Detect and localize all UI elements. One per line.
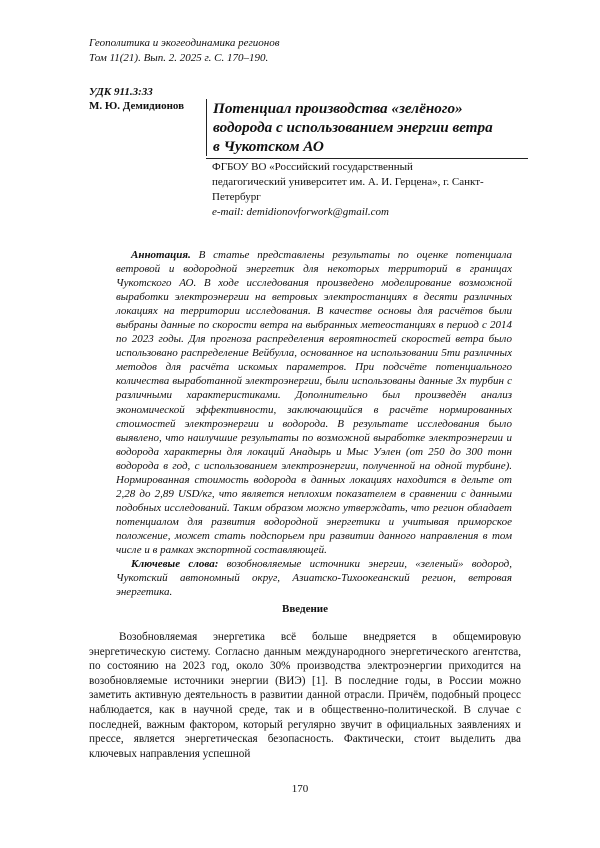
section-title: Введение (89, 603, 521, 615)
abstract-text: В статье представлены результаты по оценке потенциала ветровой и водородной энергетик для некоторых территорий в границах Чукотского АО. В ходе исследования произведено моделирование возможной выработки электроэнергии на ветровых электростанциях в десяти различных локациях на территории исследования. В качестве основы для расчётов были выбраны данные по скорости ветра на выбранных метеостанциях в период с 2014 по 2023 годы. Для прогноза распределения вероятностей скоростей ветра было использовано распределение Вейбулла, основанное на использовании 5ти различных методов для расчёта искомых параметров. При подсчёте потенциального количества выработанной электроэнергии, были использованы данные 3х турбин с различными характеристиками. Дополнительно был произведён анализ экономической эффективности, заключающийся в расчёте нормированных стоимостей электроэнергии и водорода. В результате исследования было выявлено, что наилучшие результаты по возможной выработке электроэнергии и водорода характерны для локаций Анадырь и Мыс Уэлен (от 250 до 300 тонн водорода в год, с использованием электроэнергии, полученной на одной турбине). Нормированная стоимость водорода в данных локациях находится в дельте от 2,28 до 2,89 USD/кг, что является неплохим показателем в сравнении с данными подобных исследований. Таким образом можно утверждать, что регион обладает потенциалом для развития водородной энергетики и учитывая приморское положение, может стать подспорьем при развитии данного направления в том числе и в рамках экспортной составляющей. (116, 249, 512, 556)
abstract-block (116, 248, 512, 599)
affiliation-line: Петербург (212, 190, 528, 205)
abstract-label: Аннотация. (131, 249, 191, 261)
affiliation-line: ФГБОУ ВО «Российский государственный (212, 160, 528, 175)
journal-header (89, 36, 389, 66)
journal-name: Геополитика и экогеодинамика регионов (89, 36, 389, 51)
body-text (89, 630, 521, 761)
udk-code: УДК 911.3:33 (89, 86, 153, 98)
intro-paragraph: Возобновляемая энергетика всё больше внедряется в общемировую энергетическую систему. Согласно данным международного энергетического агентства, по состоянию на 2023 год, около 30% производства электроэнергии приходится на возобновляемые источники энергии (ВИЭ) [1]. В последние годы, в России можно заметить активную деятельность в развитии данной отрасли. Причём, подобный процесс наблюдается, как в научной среде, так и в общественно-политической. В случае с последней, важным фактором, который регулярно звучит в официальных заявлениях и прессе, является энергетическая безопасность. Фактически, стоит выделить два ключевых направления успешной (89, 630, 521, 761)
abstract-paragraph (116, 248, 512, 557)
journal-volume: Том 11(21). Вып. 2. 2025 г. С. 170–190. (89, 51, 389, 66)
keywords-paragraph (116, 557, 512, 599)
title-line: в Чукотском АО (213, 137, 529, 156)
author-email: e-mail: demidionovforwork@gmail.com (212, 205, 528, 220)
title-line: Потенциал производства «зелёного» (213, 99, 529, 118)
page-number: 170 (0, 783, 600, 795)
affiliation-line: педагогический университет им. А. И. Герцена», г. Санкт- (212, 175, 528, 190)
title-line: водорода с использованием энергии ветра (213, 118, 529, 137)
affiliation-block (206, 158, 528, 220)
keywords-text: возобновляемые источники энергии, «зеленый» водород, Чукотский автономный округ, Азиатско-Тихоокеанский регион, ветровая энергетика. (116, 558, 512, 598)
keywords-label: Ключевые слова: (131, 558, 218, 570)
article-title (206, 99, 529, 156)
author-name: М. Ю. Демидионов (89, 100, 184, 112)
